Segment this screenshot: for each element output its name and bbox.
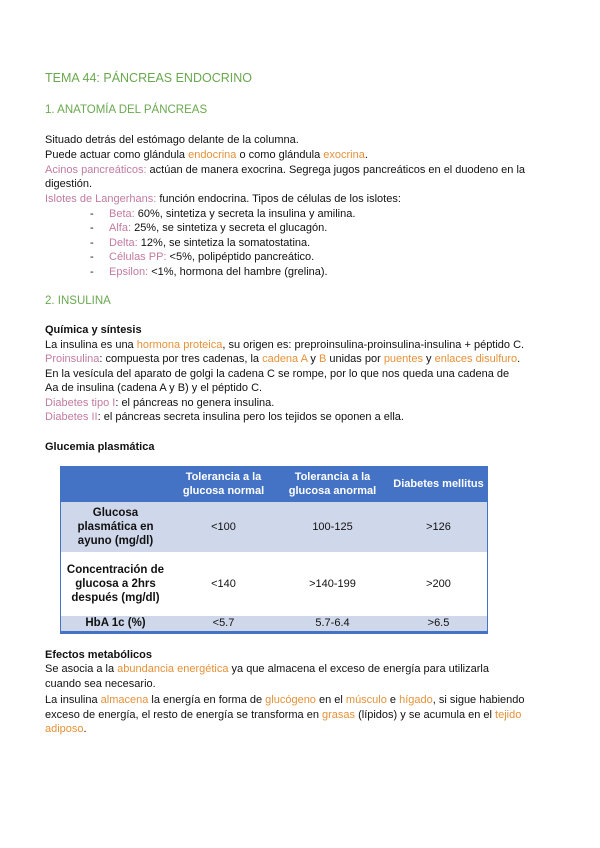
table-cell: <140 [171, 552, 276, 616]
subheading-metabolic-effects: Efectos metabólicos [45, 649, 152, 661]
glycemia-table [60, 466, 488, 634]
document-title: TEMA 44: PÁNCREAS ENDOCRINO [45, 71, 252, 85]
table-cell: <100 [171, 502, 276, 552]
table-header-cell: Tolerancia a la glucosa anormal [276, 466, 389, 502]
document-page: TEMA 44: PÁNCREAS ENDOCRINO 1. ANATOMÍA DEL PÁNCREAS Situado detrás del estómago delante de la columna. Puede actuar como glándula endocrina o como glándula exocrina. Acinos pancreáticos: actúan de manera exocrina. Segrega jugos pancreáticos en el duodeno en la digestión. Islotes de Langerhans: función endocrina. Tipos de células de los islotes: - Beta: 60%, sintetiza y secreta la insulina y amilina. - Alfa: 25%, se sintetiza y secreta el glucagón. - Delta: 12%, se sintetiza la somatostatina. - Células PP: <5%, polipéptido pancreático. - Epsilon: <1%, hormona del hambre (grelina). 2. INSULINA Química y síntesis La insulina es una hormona proteica, su origen es: preproinsulina-proinsulina-insulina + péptido C. Proinsulina: compuesta por tres cadenas, la cadena A y B unidas por puentes y enlaces disulfuro. En la vesícula del aparato de golgi la cadena C se rompe, por lo que nos queda una cadena de Aa de insulina (cadena A y B) y el péptido C. Diabetes tipo I: el páncreas no genera insulina. Diabetes II: el páncreas secreta insulina pero los tejidos se oponen a ella. Glucemia plasmática Tolerancia a la glucosa normal Tolerancia a la glucosa anormal Diabetes mellitus Glucosa plasmática en ayuno (mg/dl) <100 100-125 >126 Concentración de glucosa a 2hrs después (mg/dl) <140 >140-199 >200 HbA 1c (%) <5.7 5.7-6.4 >6.5 Efectos metabólicos Se asocia a la abundancia energética ya que almacena el exceso de energía para utilizarla cuando sea necesario. La insulina almacena la energía en forma de glucógeno en el músculo e hígado, si sigue habiendo exceso de energía, el resto de energía se transforma en grasas (lípidos) y se acumula en el tejido adiposo. [45, 71, 526, 735]
paragraph-line: La insulina es una hormona proteica, su origen es: preproinsulina-proinsulina-insulina + péptido C. [45, 339, 525, 351]
table-cell: >200 [389, 552, 488, 616]
paragraph-line: La insulina almacena la energía en forma de glucógeno en el músculo e hígado, si sigue habiendo [45, 694, 525, 706]
subheading-chemistry: Química y síntesis [45, 324, 142, 336]
table-row-label: Concentración de glucosa a 2hrs después (mg/dl) [60, 552, 171, 616]
table-header-cell: Tolerancia a la glucosa normal [171, 466, 276, 502]
table-header-cell: Diabetes mellitus [389, 466, 488, 502]
table-cell: 100-125 [276, 502, 389, 552]
table-row-label: HbA 1c (%) [60, 616, 171, 632]
table-cell: 5.7-6.4 [276, 616, 389, 632]
paragraph-line: Situado detrás del estómago delante de la columna. [45, 134, 299, 146]
paragraph-line: Se asocia a la abundancia energética ya que almacena el exceso de energía para utilizarla [45, 663, 489, 675]
paragraph-line: En la vesícula del aparato de golgi la cadena C se rompe, por lo que nos queda una cadena de [45, 368, 510, 380]
table-cell: >126 [389, 502, 488, 552]
paragraph-line: cuando sea necesario. [45, 678, 156, 690]
table-header-cell [60, 466, 171, 502]
table-row [60, 502, 488, 552]
section-1-heading: 1. ANATOMÍA DEL PÁNCREAS [45, 104, 208, 116]
paragraph-line: Diabetes II: el páncreas secreta insulina pero los tejidos se oponen a ella. [45, 411, 404, 423]
table-cell: >6.5 [389, 616, 488, 632]
paragraph-line: Puede actuar como glándula endocrina o como glándula exocrina. [45, 149, 368, 161]
section-2-heading: 2. INSULINA [45, 295, 111, 307]
table-row [60, 616, 488, 632]
paragraph-line: Proinsulina: compuesta por tres cadenas, la cadena A y B unidas por puentes y enlaces disulfuro. [45, 353, 521, 365]
paragraph-line: Acinos pancreáticos: actúan de manera exocrina. Segrega jugos pancreáticos en el duodeno en la [45, 164, 526, 176]
table-row-label: Glucosa plasmática en ayuno (mg/dl) [60, 502, 171, 552]
table-cell: <5.7 [171, 616, 276, 632]
paragraph-line: exceso de energía, el resto de energía se transforma en grasas (lípidos) y se acumula en el tejido [45, 709, 522, 721]
table-row [60, 552, 488, 616]
subheading-glycemia: Glucemia plasmática [45, 441, 155, 453]
table-header-row [60, 466, 488, 502]
paragraph-line: Islotes de Langerhans: función endocrina. Tipos de células de los islotes: [45, 193, 401, 205]
paragraph-line: Diabetes tipo I: el páncreas no genera insulina. [45, 397, 275, 409]
paragraph-line: Aa de insulina (cadena A y B) y el péptido C. [45, 382, 263, 394]
table-cell: >140-199 [276, 552, 389, 616]
paragraph-line: adiposo. [45, 723, 87, 735]
paragraph-line: digestión. [45, 178, 93, 190]
